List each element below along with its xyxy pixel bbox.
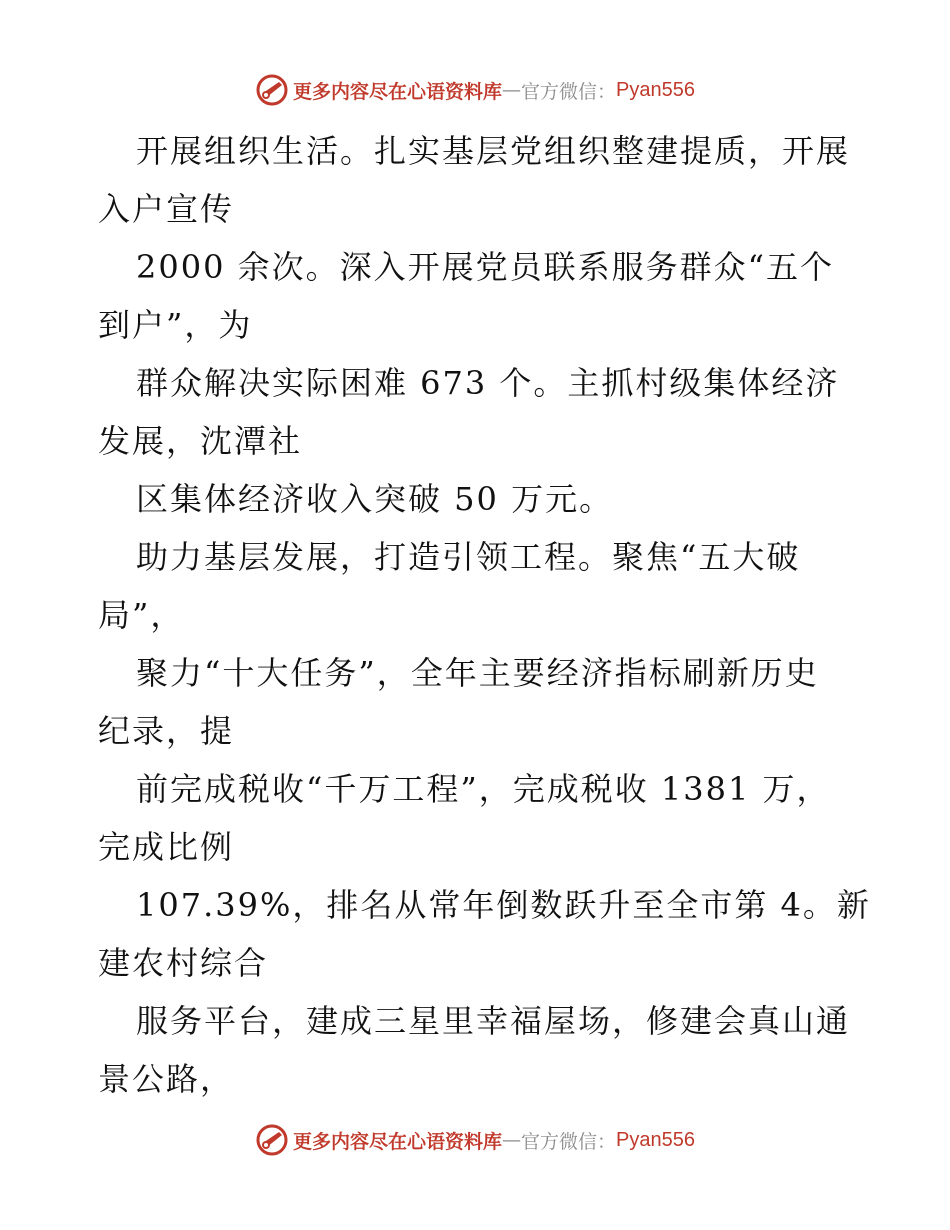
footer-banner — [0, 1120, 950, 1160]
text-line: 到户”，为 — [98, 306, 253, 344]
text-line: 服务平台，建成三星里幸福屋场，修建会真山通 — [136, 1002, 851, 1040]
text-line: 开展组织生活。扎实基层党组织整建提质，开展 — [136, 132, 851, 170]
banner-subtitle: 官方微信： — [521, 1130, 617, 1153]
header-banner — [0, 70, 950, 110]
text-line: 107.39%，排名从常年倒数跃升至全市第 4。新 — [136, 886, 871, 924]
brand-logo-icon — [255, 1123, 289, 1157]
text-line: 前完成税收“千万工程”，完成税收 1381 万， — [136, 770, 831, 808]
text-line: 局”， — [98, 596, 185, 634]
banner-dash: — — [502, 79, 522, 101]
banner-wechat-id: Pyan556 — [616, 1128, 695, 1151]
text-line: 纪录，提 — [98, 712, 235, 750]
text-line: 景公路， — [98, 1060, 235, 1098]
text-line: 完成比例 — [98, 828, 235, 866]
brand-logo-icon — [255, 73, 289, 107]
text-line: 区集体经济收入突破 50 万元。 — [136, 480, 614, 518]
banner-title: 更多内容尽在心语资料库 — [293, 1130, 503, 1153]
text-line: 助力基层发展，打造引领工程。聚焦“五大破 — [136, 538, 801, 576]
text-line: 入户宣传 — [98, 190, 235, 228]
banner-wechat-id: Pyan556 — [616, 78, 695, 101]
text-line: 聚力“十大任务”，全年主要经济指标刷新历史 — [136, 654, 819, 692]
text-line: 群众解决实际困难 673 个。主抓村级集体经济 — [136, 364, 840, 402]
text-line: 发展，沈潭社 — [98, 422, 303, 460]
banner-title: 更多内容尽在心语资料库 — [293, 80, 503, 103]
banner-dash: — — [502, 1129, 522, 1151]
document-body — [98, 122, 871, 1108]
text-line: 建农村综合 — [98, 944, 269, 982]
banner-subtitle: 官方微信： — [521, 80, 617, 103]
text-line: 2000 余次。深入开展党员联系服务群众“五个 — [136, 248, 834, 286]
